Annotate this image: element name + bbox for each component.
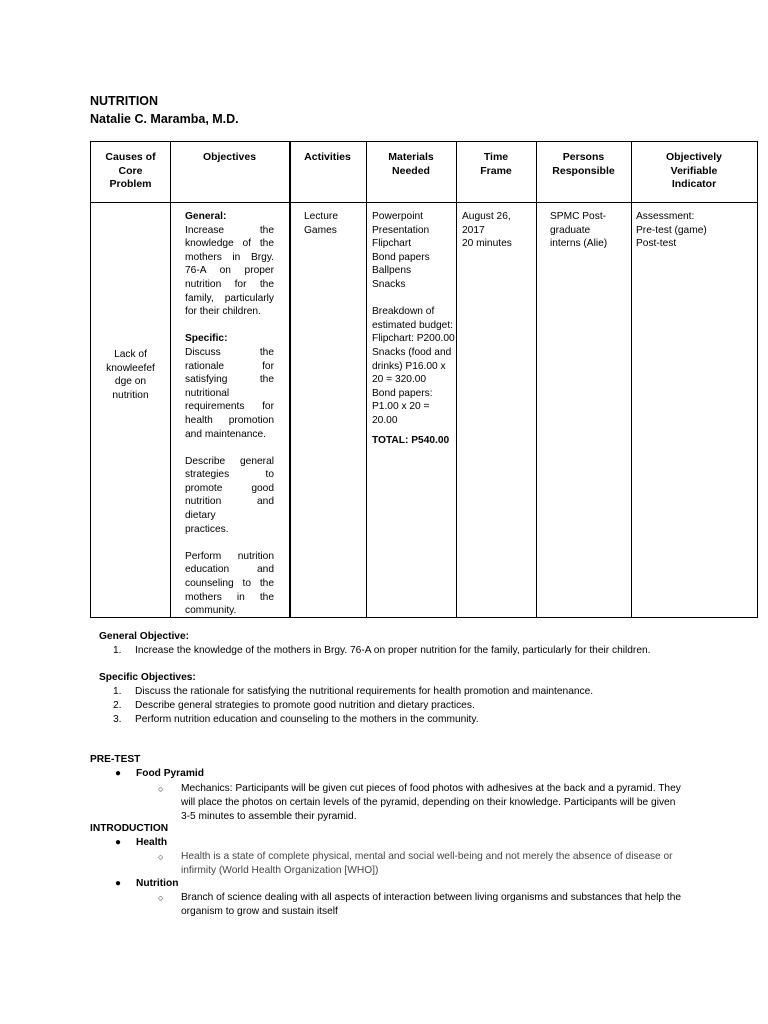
- cell-line: Games: [304, 224, 337, 236]
- specific-objective-item: Discuss the rationale for satisfying the nutritional requirements for health promotion and maintenance.: [135, 686, 594, 697]
- pretest-item: Food Pyramid: [136, 768, 204, 779]
- cell-line: Ballpens: [372, 265, 412, 277]
- cell-line: knowleefef: [106, 362, 155, 374]
- circle-bullet-icon: ○: [158, 893, 164, 903]
- cell-line: practices.: [185, 523, 229, 535]
- bullet-icon: ●: [115, 878, 122, 889]
- header-materials: [366, 151, 456, 178]
- cell-line: SPMC Post-: [550, 211, 607, 222]
- header-objectives: [170, 151, 289, 165]
- specific-objectives-heading: Specific Objectives:: [99, 672, 196, 683]
- cell-indicator: [636, 210, 707, 251]
- cell-line: Lack of: [114, 349, 147, 360]
- circle-bullet-icon: ○: [158, 852, 164, 862]
- list-number: 2.: [113, 700, 122, 711]
- general-objective-heading: General Objective:: [99, 631, 190, 642]
- text-line: organism to grow and sustain itself: [181, 906, 338, 917]
- text-line: Mechanics: Participants will be given cut pieces of food photos with adhesives at the back and a pyramid. They: [181, 783, 681, 794]
- cell-activities: [304, 210, 338, 237]
- cell-line: family, particularly: [185, 292, 274, 304]
- header-line: Core: [118, 164, 143, 177]
- cell-line: community.: [185, 605, 237, 617]
- cell-line: 20.00: [372, 414, 398, 426]
- cell-line: for their children.: [185, 306, 261, 318]
- list-number: 1.: [113, 686, 122, 697]
- bullet-icon: ●: [115, 837, 122, 848]
- header-line: Persons: [562, 151, 605, 163]
- cell-line: nutrition: [112, 389, 149, 401]
- document-author: Natalie C. Maramba, M.D.: [90, 112, 239, 126]
- action-plan-table: [90, 141, 758, 618]
- pretest-heading: PRE-TEST: [90, 754, 141, 765]
- cell-persons: [550, 210, 607, 251]
- cell-line: rationale for: [185, 360, 274, 372]
- cell-line: Presentation: [372, 224, 430, 236]
- cell-line: Lecture: [304, 211, 338, 222]
- text-line: infirmity (World Health Organization [WHO]): [181, 865, 379, 876]
- header-line: Time: [483, 151, 509, 163]
- list-number: 1.: [113, 645, 122, 656]
- specific-objective-item: Perform nutrition education and counseling to the mothers in the community.: [135, 714, 479, 725]
- header-activities: [289, 151, 366, 165]
- header-line: Activities: [304, 151, 351, 163]
- cell-line: 20 minutes: [462, 238, 512, 250]
- text-line: Health is a state of complete physical, mental and social well-being and not merely the absence of disease or: [181, 851, 673, 862]
- cell-line: interns (Alie): [550, 238, 608, 250]
- column-divider: [289, 142, 291, 617]
- cell-line: Breakdown of: [372, 306, 435, 318]
- cell-line: Perform nutrition: [185, 550, 274, 562]
- cell-line: counseling to the: [185, 578, 274, 590]
- cell-line: strategies to: [185, 469, 274, 481]
- document-title: NUTRITION: [90, 94, 159, 108]
- cell-line: 76-A on proper: [185, 265, 274, 277]
- specific-label: Specific:: [185, 333, 228, 345]
- column-divider: [366, 142, 367, 617]
- cell-line: Describe general: [185, 455, 274, 467]
- header-line: Verifiable: [670, 164, 718, 177]
- text-line: will place the photos on certain levels of the pyramid, depending on their knowledge. Participants will be given: [181, 797, 676, 808]
- cell-time-frame: [462, 210, 512, 251]
- cell-line: Assessment:: [636, 211, 695, 222]
- row-divider: [91, 202, 757, 203]
- text-line: 3-5 minutes to assemble their pyramid.: [181, 811, 357, 822]
- cell-line: 20 = 320.00: [372, 374, 427, 386]
- bullet-icon: ●: [115, 768, 122, 779]
- list-number: 3.: [113, 714, 122, 725]
- health-label: Health: [136, 837, 168, 848]
- text-line: Branch of science dealing with all aspects of interaction between living organisms and substances that help the: [181, 892, 682, 903]
- cell-materials: [372, 210, 456, 447]
- general-objective-item: Increase the knowledge of the mothers in Brgy. 76-A on proper nutrition for the family, particularly for their children.: [135, 645, 651, 656]
- header-time-frame: [456, 151, 536, 178]
- cell-line: P1.00 x 20 =: [372, 401, 430, 413]
- cell-causes: [91, 348, 170, 402]
- specific-objective-item: Describe general strategies to promote good nutrition and dietary practices.: [135, 700, 475, 711]
- cell-line: knowledge of the: [185, 238, 274, 250]
- cell-line: 2017: [462, 224, 485, 236]
- header-indicator: [631, 151, 757, 192]
- header-line: Indicator: [671, 178, 717, 191]
- cell-line: Powerpoint: [372, 211, 423, 222]
- cell-line: nutritional: [185, 387, 230, 399]
- cell-line: nutrition and dietary: [185, 496, 274, 522]
- cell-line: estimated budget:: [372, 319, 453, 331]
- column-divider: [170, 142, 171, 617]
- cell-line: graduate: [550, 224, 591, 236]
- nutrition-label: Nutrition: [136, 878, 179, 889]
- cell-line: promote good: [185, 482, 274, 494]
- circle-bullet-icon: ○: [158, 784, 164, 794]
- header-line: Causes of: [105, 151, 156, 163]
- cell-line: mothers in the: [185, 591, 274, 603]
- column-divider: [456, 142, 457, 617]
- cell-line: drinks) P16.00 x: [372, 360, 446, 372]
- cell-line: August 26,: [462, 211, 511, 222]
- cell-line: dge on: [114, 376, 147, 388]
- cell-line: Bond papers: [372, 251, 430, 263]
- cell-line: Snacks: [372, 278, 406, 290]
- nutrition-definition: [181, 891, 681, 919]
- mechanics-text: [181, 782, 681, 824]
- column-divider: [536, 142, 537, 617]
- cell-line: Increase the: [185, 224, 274, 236]
- cell-line: Bond papers:: [372, 387, 433, 399]
- header-line: Objectively: [665, 151, 723, 163]
- general-label: General:: [185, 211, 227, 222]
- header-causes: [91, 151, 170, 192]
- cell-line: education and: [185, 564, 274, 576]
- cell-line: Pre-test (game): [636, 224, 707, 236]
- health-definition: [181, 850, 673, 878]
- header-line: Materials: [388, 151, 434, 163]
- header-persons: [536, 151, 631, 178]
- cell-line: Flipchart: P200.00: [372, 333, 455, 345]
- header-line: Problem: [109, 178, 152, 191]
- cell-line: nutrition for the: [185, 278, 274, 290]
- header-line: Objectives: [202, 151, 257, 163]
- budget-total: TOTAL: P540.00: [372, 434, 450, 446]
- cell-objectives: [185, 210, 274, 618]
- header-line: Frame: [480, 164, 512, 177]
- cell-line: Snacks (food and: [372, 346, 452, 358]
- introduction-heading: INTRODUCTION: [90, 823, 169, 834]
- cell-line: satisfying the: [185, 374, 274, 386]
- cell-line: Discuss the: [185, 346, 274, 358]
- header-line: Responsible: [552, 164, 615, 177]
- cell-line: requirements for: [185, 401, 274, 413]
- cell-line: health promotion: [185, 414, 274, 426]
- column-divider: [631, 142, 632, 617]
- cell-line: mothers in Brgy.: [185, 251, 274, 263]
- cell-line: Post-test: [636, 238, 677, 250]
- cell-line: Flipchart: [372, 238, 412, 250]
- cell-line: and maintenance.: [185, 428, 266, 440]
- header-line: Needed: [392, 164, 430, 177]
